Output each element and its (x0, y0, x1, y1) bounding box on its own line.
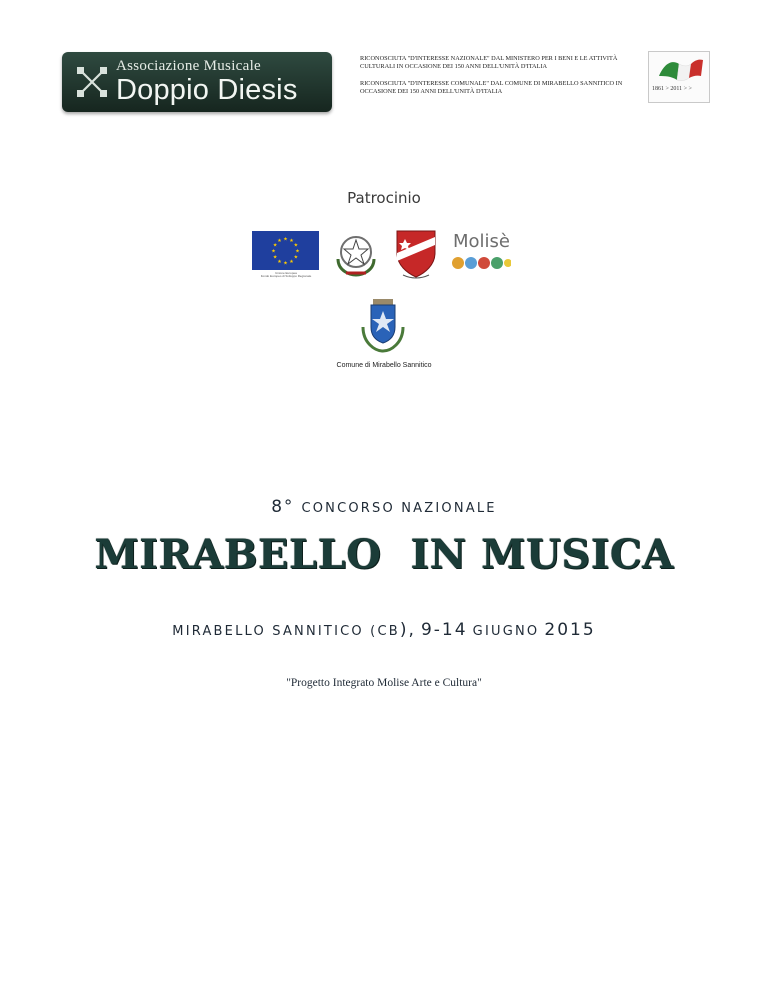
eu-star-icon: ★ (289, 238, 294, 245)
comune-caption: Comune di Mirabello Sannitico (336, 362, 432, 369)
eu-star-icon: ★ (289, 258, 294, 265)
date-year: 2015 (544, 620, 596, 640)
eu-star-icon: ★ (293, 242, 299, 249)
comune-crest-icon (359, 297, 407, 353)
eu-star-icon: ★ (277, 258, 282, 265)
date-month: GIUGNO (472, 624, 540, 639)
eu-star-icon: ★ (283, 236, 288, 243)
molise-icons (451, 255, 511, 271)
recognition-national: RICONOSCIUTA "D'INTERESSE NAZIONALE" DAL MINISTERO PER I BENI E LE ATTIVITÀ CULTURALI IN OCCASIONE DEI 150 ANNI DELL'UNITÀ D'ITALIA (360, 55, 618, 70)
patronage-heading: Patrocinio (347, 189, 421, 207)
place-province: CB (377, 624, 400, 639)
date-days: 9-14 (420, 620, 468, 640)
edition-number: 8° (271, 497, 295, 517)
place-main: MIRABELLO SANNITICO ( (172, 624, 378, 639)
unity-anniversary-logo (648, 51, 710, 103)
eu-flag-icon (252, 231, 319, 270)
molise-brand-logo (447, 233, 511, 281)
molise-brand-word: Molisè (453, 231, 510, 252)
eu-star-icon: ★ (283, 260, 288, 267)
eu-caption-1: Unione Europea (275, 271, 297, 275)
edition-heading (0, 497, 768, 517)
edition-label: CONCORSO NAZIONALE (301, 501, 497, 516)
double-sharp-icon (74, 64, 110, 100)
eu-star-icon: ★ (295, 248, 300, 255)
recognition-municipal: RICONOSCIUTA "D'INTERESSE COMUNALE" DAL COMUNE DI MIRABELLO SANNITICO IN OCCASIONE DEI 150 ANNI DELL'UNITÀ D'ITALIA (360, 80, 623, 95)
logo-line-1: Associazione Musicale (116, 58, 262, 74)
event-title: MIRABELLO IN MUSICA (94, 531, 674, 578)
eu-star-icon: ★ (271, 248, 276, 255)
regione-molise-shield-icon (393, 229, 439, 281)
place-close: ), (399, 620, 416, 640)
eu-star-icon: ★ (272, 254, 278, 261)
eu-logo (252, 231, 320, 277)
eu-caption-2: Fondo Europeo di Sviluppo Regionale (260, 274, 312, 278)
italian-flag-icon (653, 54, 705, 86)
project-name: "Progetto Integrato Molise Arte e Cultura" (286, 677, 482, 689)
italian-republic-emblem-icon (332, 229, 380, 279)
anniversary-years: 1861 > 2011 > > (652, 86, 692, 92)
logo-line-2: Doppio Diesis (116, 74, 298, 106)
association-logo (62, 52, 332, 112)
place-date (0, 620, 768, 640)
eu-star-icon: ★ (277, 238, 282, 245)
eu-star-icon: ★ (293, 254, 299, 261)
eu-star-icon: ★ (272, 242, 278, 249)
